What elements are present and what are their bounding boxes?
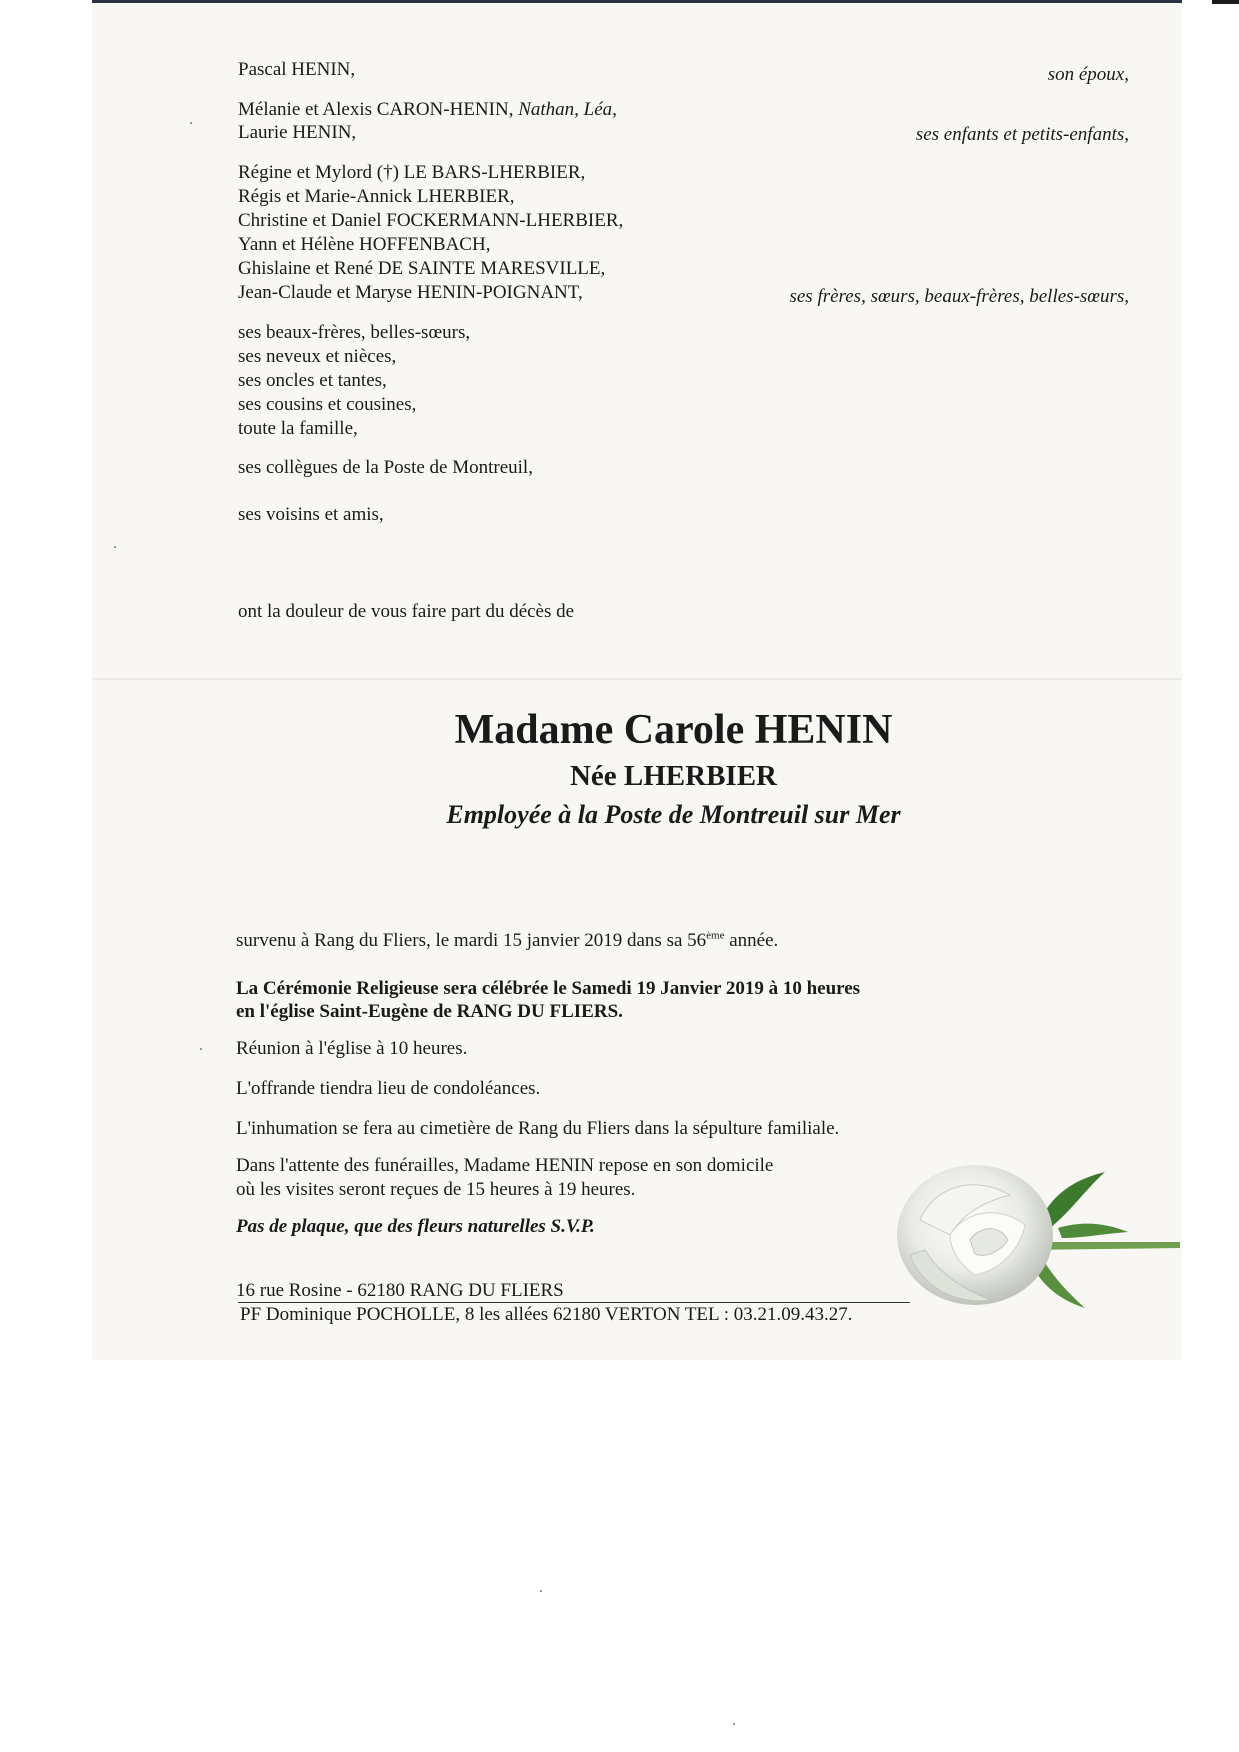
scan-top-edge: [92, 0, 1182, 3]
scan-corner-mark: [1212, 0, 1239, 4]
funeral-home-info: PF Dominique POCHOLLE, 8 les allées 62180 VERTON TEL : 03.21.09.43.27.: [240, 1304, 853, 1325]
white-rose-icon: [880, 1150, 1180, 1330]
family-spouse-name: Pascal HENIN,: [238, 59, 356, 80]
relation-children: ses enfants et petits-enfants,: [915, 124, 1129, 145]
extended-family-line: ses neveux et nièces,: [238, 346, 397, 367]
occupation: Employée à la Poste de Montreuil sur Mer: [446, 800, 901, 829]
children-names: Mélanie et Alexis CARON-HENIN,: [238, 99, 519, 120]
offering-info: L'offrande tiendra lieu de condoléances.: [236, 1078, 541, 1099]
sibling-line: Régis et Marie-Annick LHERBIER,: [238, 186, 515, 207]
colleagues-line: ses collègues de la Poste de Montreuil,: [238, 457, 533, 478]
sibling-line: Yann et Hélène HOFFENBACH,: [238, 234, 491, 255]
extended-family-line: toute la famille,: [238, 418, 358, 439]
extended-family-line: ses oncles et tantes,: [238, 370, 387, 391]
relation-spouse: son époux,: [1047, 64, 1129, 85]
extended-family-line: ses beaux-frères, belles-sœurs,: [238, 322, 471, 343]
scan-speck: [540, 1590, 542, 1592]
scan-speck: [114, 546, 116, 548]
ceremony-place: en l'église Saint-Eugène de RANG DU FLIERS.: [236, 1001, 623, 1022]
sibling-line: Régine et Mylord (†) LE BARS-LHERBIER,: [238, 162, 586, 183]
visit-hours: où les visites seront reçues de 15 heures à 19 heures.: [236, 1179, 636, 1200]
fold-line: [92, 678, 1182, 680]
flowers-note: Pas de plaque, que des fleurs naturelles S.V.P.: [236, 1216, 595, 1237]
ceremony-line: La Cérémonie Religieuse sera célébrée le Samedi 19 Janvier 2019 à 10 heures: [236, 978, 861, 999]
burial-info: L'inhumation se fera au cimetière de Rang du Fliers dans la sépulture familiale.: [236, 1118, 840, 1139]
scan-speck: [733, 1723, 735, 1725]
meeting-info: Réunion à l'église à 10 heures.: [236, 1038, 468, 1059]
extended-family-line: ses cousins et cousines,: [238, 394, 417, 415]
sibling-line: Ghislaine et René DE SAINTE MARESVILLE,: [238, 258, 606, 279]
visit-info: Dans l'attente des funérailles, Madame HENIN repose en son domicile: [236, 1155, 774, 1176]
death-year-word: année.: [724, 930, 779, 951]
scan-speck: [190, 122, 192, 124]
neighbours-line: ses voisins et amis,: [238, 504, 384, 525]
grandchildren-names: Nathan, Léa,: [518, 99, 617, 120]
death-statement: [236, 929, 778, 952]
announcement-line: ont la douleur de vous faire part du décès de: [238, 601, 575, 622]
sibling-line: Christine et Daniel FOCKERMANN-LHERBIER,: [238, 210, 624, 231]
deceased-name: Madame Carole HENIN: [454, 707, 893, 753]
scan-speck: [200, 1048, 202, 1050]
maiden-name: Née LHERBIER: [569, 760, 778, 792]
relation-siblings: ses frères, sœurs, beaux-frères, belles-sœurs,: [789, 286, 1129, 307]
death-date: survenu à Rang du Fliers, le mardi 15 janvier 2019 dans sa 56: [236, 930, 707, 951]
family-daughter-name: Laurie HENIN,: [238, 122, 357, 143]
ordinal-suffix: ème: [706, 929, 725, 942]
sibling-line: Jean-Claude et Maryse HENIN-POIGNANT,: [238, 282, 583, 303]
family-children-line: [238, 98, 617, 121]
home-address: 16 rue Rosine - 62180 RANG DU FLIERS: [236, 1280, 564, 1301]
